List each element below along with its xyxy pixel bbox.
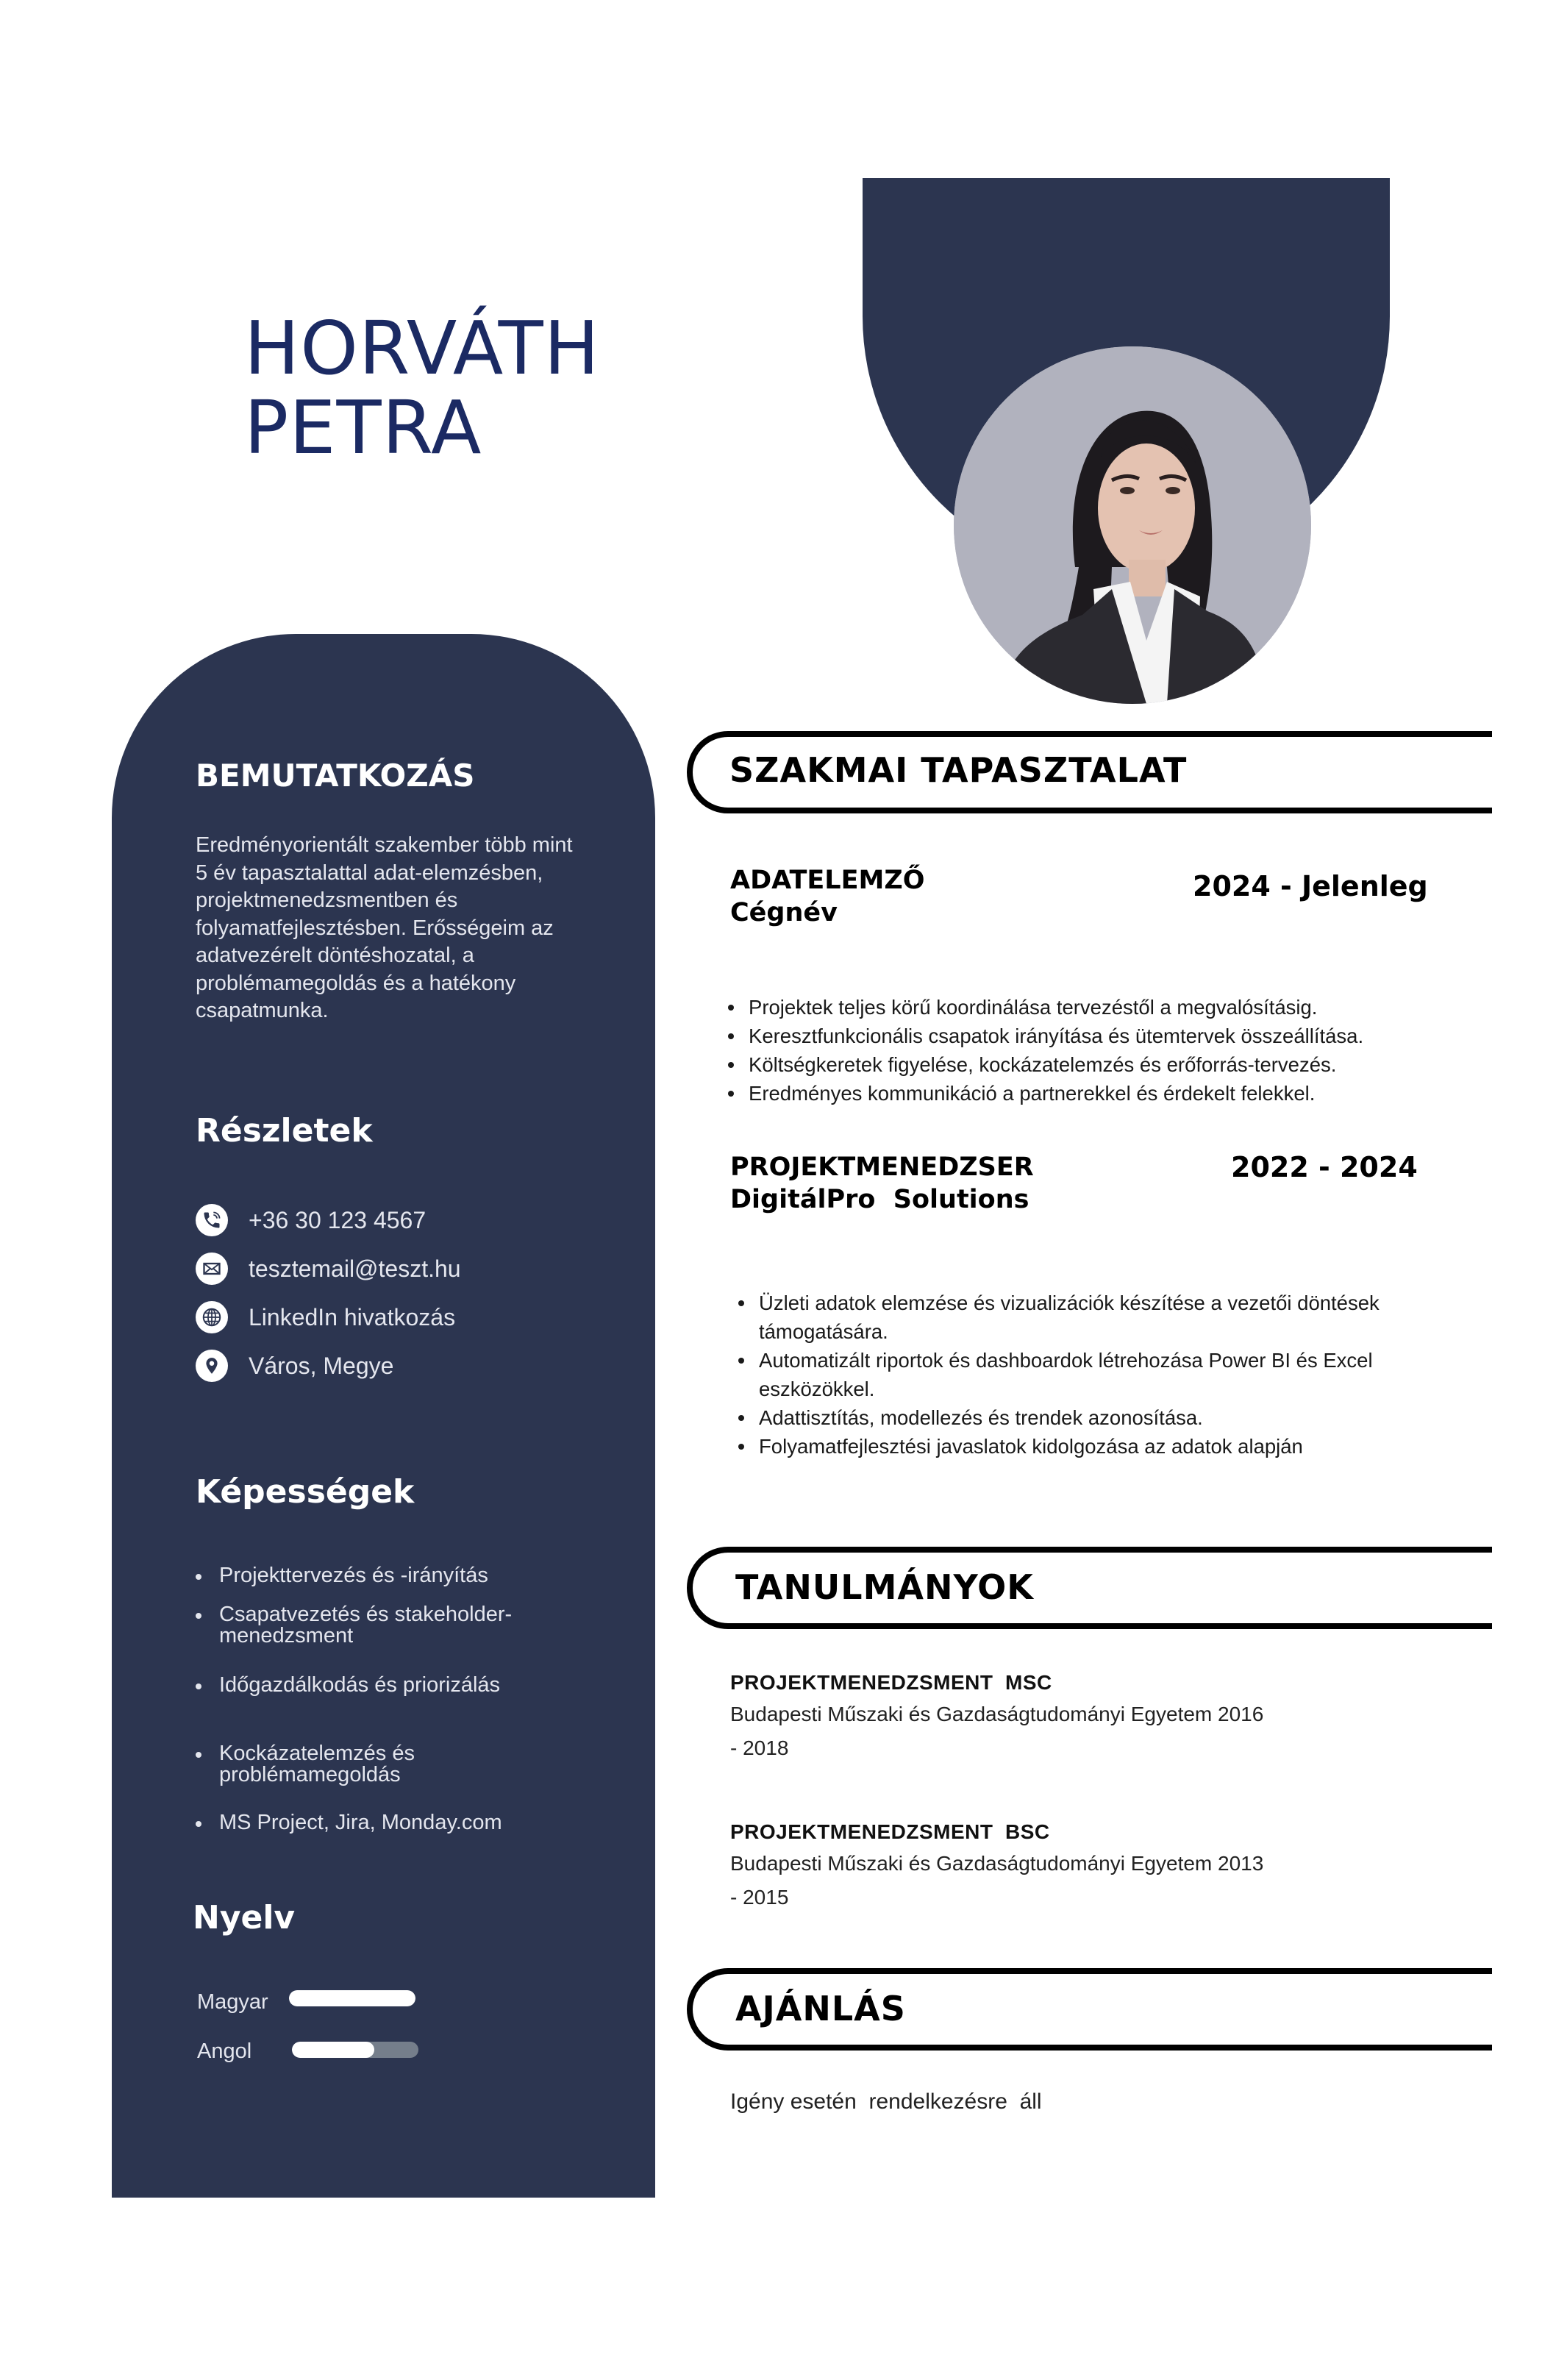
education-heading: TANULMÁNYOK [735, 1567, 1034, 1607]
contact-linkedin-text: LinkedIn hivatkozás [249, 1303, 456, 1330]
education-section-header [687, 1547, 1492, 1623]
contact-linkedin[interactable] [196, 1300, 461, 1334]
language-label-angol: Angol [197, 2039, 252, 2063]
mail-icon [196, 1253, 228, 1285]
job-company: Cégnév [730, 898, 838, 927]
references-section-header [687, 1968, 1492, 2045]
intro-heading: BEMUTATKOZÁS [196, 758, 475, 794]
location-pin-icon [196, 1350, 228, 1382]
education-degree: PROJEKTMENEDZSMENT MSC [730, 1671, 1052, 1694]
education-entry [730, 1820, 1392, 1914]
skill-item: Kockázatelemzés és problémamegoldás [194, 1743, 484, 1786]
job-dates: 2022 - 2024 [1231, 1151, 1418, 1183]
job-position: PROJEKTMENEDZSER [730, 1152, 1034, 1182]
intro-text: Eredményorientált szakember több mint 5 év tapasztalattal adat-elemzésben, projektmenedzsmentben és folyamatfejlesztésben. Erősségeim az adatvezérelt döntéshozatal, a problémamegoldás és a hatékony csapatmunka. [196, 833, 573, 1022]
education-school: Budapesti Műszaki és Gazdaságtudományi Egyetem 2013 [730, 1852, 1264, 1875]
skill-item: Időgazdálkodás és priorizálás [194, 1675, 606, 1696]
person-portrait-icon [954, 346, 1311, 704]
language-level-bar-angol [292, 2042, 418, 2058]
skill-item: Projekttervezés és -irányítás [194, 1565, 606, 1586]
job-bullet: Üzleti adatok elemzése és vizualizációk készítése a vezetői döntések támogatására. [737, 1289, 1443, 1346]
profile-photo [954, 346, 1311, 704]
job-bullet: Adattisztítás, modellezés és trendek azonosítása. [737, 1403, 1443, 1432]
language-level-fill-magyar [289, 1990, 415, 2006]
languages-heading: Nyelv [193, 1899, 296, 1937]
name-line-1: HORVÁTH [244, 305, 600, 391]
education-end-year: - 2018 [730, 1736, 789, 1759]
job-bullets [737, 1289, 1443, 1461]
job-dates: 2024 - Jelenleg [1193, 870, 1428, 902]
globe-icon [196, 1301, 228, 1333]
contact-phone-text: +36 30 123 4567 [249, 1206, 427, 1233]
skills-list [194, 1565, 606, 1834]
education-degree: PROJEKTMENEDZSMENT BSC [730, 1820, 1050, 1843]
language-label-magyar: Magyar [197, 1990, 268, 2014]
contact-email[interactable] [196, 1252, 461, 1286]
job-bullet: Automatizált riportok és dashboardok létrehozása Power BI és Excel eszközökkel. [737, 1346, 1443, 1403]
education-end-year: - 2015 [730, 1886, 789, 1909]
contact-phone[interactable] [196, 1203, 461, 1237]
skill-item: Csapatvezetés és stakeholder-menedzsment [194, 1604, 528, 1647]
job-bullet: Költségkeretek figyelése, kockázatelemzés és erőforrás-tervezés. [727, 1050, 1462, 1079]
education-entry [730, 1671, 1392, 1765]
skills-heading: Képességek [196, 1473, 415, 1511]
contact-location [196, 1349, 461, 1383]
education-school: Budapesti Műszaki és Gazdaságtudományi Egyetem 2016 [730, 1703, 1264, 1725]
language-level-fill-angol [292, 2042, 374, 2058]
job-bullet: Folyamatfejlesztési javaslatok kidolgozása az adatok alapján [737, 1432, 1443, 1461]
references-text: Igény esetén rendelkezésre áll [730, 2089, 1042, 2114]
candidate-name [244, 305, 600, 471]
job-bullet: Keresztfunkcionális csapatok irányítása és ütemtervek összeállítása. [727, 1022, 1462, 1050]
job-position: ADATELEMZŐ [730, 866, 925, 895]
contact-location-text: Város, Megye [249, 1352, 394, 1379]
job-company: DigitálPro Solutions [730, 1185, 1029, 1214]
job-bullet: Projektek teljes körű koordinálása tervezéstől a megvalósításig. [727, 993, 1462, 1022]
job-bullet: Eredményes kommunikáció a partnerekkel és érdekelt felekkel. [727, 1079, 1462, 1108]
language-level-bar-magyar [289, 1990, 415, 2006]
job-entry [730, 1151, 1034, 1216]
name-line-2: PETRA [244, 385, 482, 471]
references-heading: AJÁNLÁS [735, 1989, 906, 2028]
phone-icon [196, 1204, 228, 1236]
experience-heading: SZAKMAI TAPASZTALAT [729, 750, 1188, 790]
job-entry [730, 864, 924, 929]
experience-section-header [687, 731, 1492, 808]
details-heading: Részletek [196, 1112, 373, 1150]
contact-list [196, 1203, 461, 1383]
contact-email-text: tesztemail@teszt.hu [249, 1255, 461, 1282]
skill-item: MS Project, Jira, Monday.com [194, 1812, 606, 1834]
job-bullets [727, 993, 1462, 1108]
